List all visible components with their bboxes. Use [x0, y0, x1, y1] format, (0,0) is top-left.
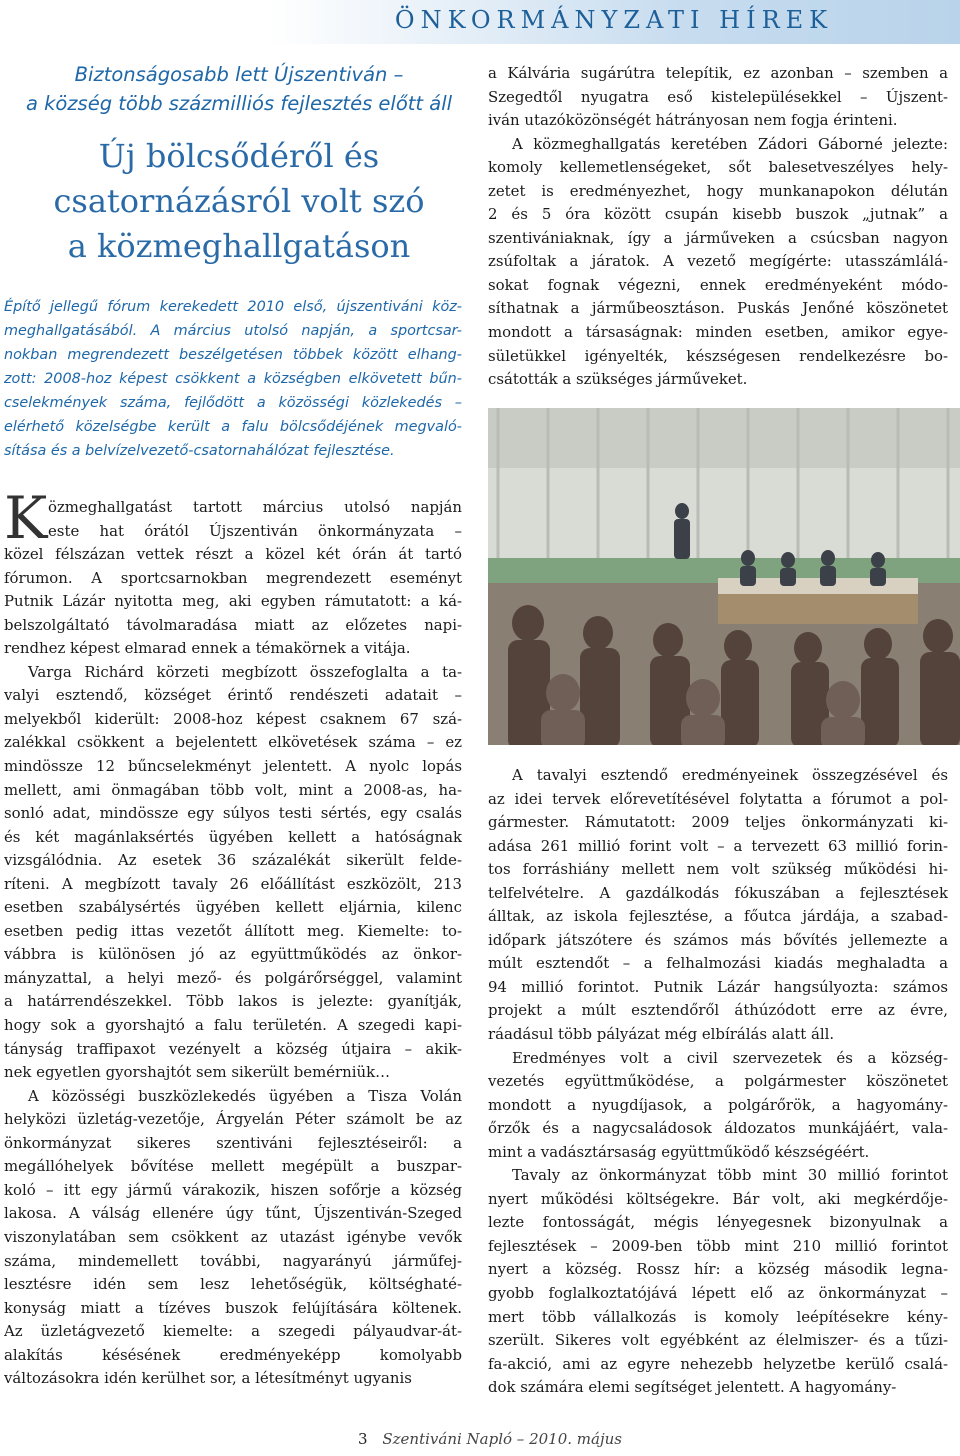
body-line: adása 261 millió forint volt – a tervezett 63 millió forin- — [488, 836, 948, 855]
body-line: lakosa. A válság ellenére úgy tűnt, Újszentiván-Szeged — [4, 1204, 462, 1223]
body-line: zsúfoltak a járatok. A vezető megígérte: utasszámlálá- — [488, 252, 948, 271]
body-line: önkormányzat sikeres szentiváni fejlesztéseiről: a — [4, 1133, 462, 1152]
body-line: fa-akció, ami az egyre nehezebb helyzetbe kerülő csalá- — [488, 1354, 948, 1373]
body-line: zalékkal csökkent a bejelentett elkövetések száma – ez — [4, 733, 462, 752]
body-line: zetet is eredményezhet, hogy munkanapokon délután — [488, 181, 948, 200]
body-line: ráadásul több pályázat még elbírálás alatt áll. — [488, 1025, 835, 1044]
body-line: Varga Richárd körzeti megbízott összefoglalta a ta- — [28, 662, 462, 681]
article-lead — [4, 295, 462, 463]
body-line: lesztésre idén sem lesz lehetőségük, költséghaté- — [4, 1275, 462, 1294]
body-line: 2 és 5 óra között csupán kisebb buszok „jutnak” a — [488, 205, 948, 224]
body-line: dok számára elemi segítséget jelentett. A hagyomány- — [488, 1378, 897, 1397]
body-line: valyi esztendő, községet érintő rendészeti adatait – — [4, 686, 462, 705]
body-column-right-top — [488, 62, 948, 392]
body-line: este hat órától Újszentiván önkormányzata – — [48, 521, 462, 540]
body-line: változásokra idén kerülhet sor, a létesítményt ugyanis — [4, 1369, 412, 1388]
body-line: gármester. Rámutatott: 2009 teljes önkormányzati ki- — [488, 813, 948, 832]
body-line: csátották a szükséges járműveket. — [488, 370, 748, 389]
body-line: mondott a társaságnak: minden esetben, amikor egye- — [488, 323, 948, 342]
body-line: Eredményes volt a civil szervezetek és a község- — [512, 1048, 948, 1067]
meeting-photo-illustration — [488, 408, 960, 745]
body-line: Szegedtől nyugatra eső kistelepülésekkel – Újszent- — [488, 87, 948, 106]
body-line: Tavaly az önkormányzat több mint 30 millió forintot — [512, 1166, 948, 1185]
body-line: őrzők és a nagycsaládosok áldozatos munkájáért, vala- — [488, 1119, 948, 1138]
body-line: Putnik Lázár nyitotta meg, aki egyben rámutatott: a ká- — [4, 592, 462, 611]
body-line: a határrendészekkel. Több lakos is jelezte: gyanítják, — [4, 992, 462, 1011]
body-line: időpark játszótere és számos más bővítés jellemezte a — [488, 930, 948, 949]
body-line: vizsgálódnia. Az esetek 36 százalékát sikerült felde- — [4, 851, 462, 870]
lead-line: zott: 2008-hoz képest csökkent a községben elkövetett bűn- — [4, 371, 462, 387]
body-column-left — [4, 496, 462, 1391]
section-title: ÖNKORMÁNYZATI HÍREK — [394, 6, 834, 34]
body-line: múlt esztendőt – a felhalmozási kiadás meghaladta a — [488, 954, 948, 973]
body-line: viszonylatában sem csökkent az utazást igénybe vevők — [4, 1227, 462, 1246]
body-line: az idei tervek előrevetítésével folytatta a fórumot a pol- — [488, 789, 948, 808]
body-line: Az üzletágvezető kiemelte: a szegedi pályaudvar-át- — [4, 1322, 462, 1341]
body-line: vábbra is különösen jó az együttműködés az önkor- — [4, 945, 462, 964]
body-line: A tavalyi esztendő eredményeinek összegzésével és — [512, 766, 948, 784]
body-line: komoly kellemetlenségeket, sőt balesetveszélyes hely- — [488, 158, 948, 177]
body-line: álltak, az iskola fejlesztése, a főutca járdája, a szabad- — [488, 907, 948, 926]
body-line: száma, mindemellett további, nagyarányú járműfej- — [4, 1251, 462, 1270]
body-line: tos forráshiány mellett nem volt szükség működési hi- — [488, 860, 948, 879]
lead-line: meghallgatásából. A március utolsó napján, a sportcsar- — [4, 323, 462, 339]
article-photo — [488, 408, 960, 745]
lead-line: Építő jellegű fórum kerekedett 2010 első, újszentiváni köz- — [4, 299, 462, 315]
body-line: A közmeghallgatás keretében Zádori Gáborné jelezte: — [512, 134, 948, 153]
page-footer — [340, 1430, 640, 1448]
body-line: melyekből kiderült: 2008-hoz képest csaknem 67 szá- — [4, 709, 462, 728]
body-line: konyság miatt a tízéves buszok felújítására költenek. — [4, 1298, 462, 1317]
body-line: mányzattal, a helyi mező- és polgárőrséggel, valamint — [4, 968, 462, 987]
body-line: sonló adat, mindössze egy súlyos testi sértés, egy csalás — [4, 804, 462, 823]
body-line: sokat fognak végezni, ennek eredményeként módo- — [488, 275, 948, 294]
drop-cap: K — [4, 484, 48, 552]
body-line: projekt a múlt esztendőről áthúzódott erre az évre, — [488, 1001, 948, 1020]
body-line: iván utazóközönségét hátrányosan nem fogja érinteni. — [488, 111, 898, 130]
title-line: a közmeghallgatáson — [67, 227, 411, 265]
body-line: özmeghallgatást tartott március utolsó napján — [48, 498, 462, 516]
body-line: megállóhelyek bővítése mellett megépült a buszpar- — [4, 1157, 462, 1176]
body-line: szentivániaknak, így a járműveken a csúcsban nagyon — [488, 228, 948, 247]
body-line: mondott a nyugdíjasok, a polgárőrök, a hagyomány- — [488, 1095, 948, 1114]
body-line: lezte fontosságát, mégis lényegesnek bizonyulnak a — [488, 1213, 948, 1232]
body-line: ríteni. A megbízott tavaly 26 előállítást eszközölt, 213 — [4, 874, 462, 893]
body-line: helyközi üzletág-vezetője, Árgyelán Péter számolt be az — [4, 1110, 462, 1129]
lead-line: elérhető közelségbe került a falu bölcsődéjének megvaló- — [4, 419, 462, 435]
body-line: nyert működési költségekre. Bár volt, aki megkérdője- — [488, 1189, 948, 1208]
body-line: mint a vadásztársaság együttműködő készségéért. — [488, 1142, 870, 1161]
publication-name: Szentiváni Napló – 2010. május — [382, 1430, 622, 1448]
body-line: koló – itt egy jármű várakozik, hiszen sofőrje a község — [4, 1180, 462, 1199]
body-line: fórumon. A sportcsarnokban megrendezett eseményt — [4, 568, 462, 587]
page-number: 3 — [358, 1430, 368, 1448]
body-line: szerült. Sikeres volt egyébként az élelmiszer- és a tűzi- — [488, 1331, 948, 1350]
lead-line: nokban megrendezett beszélgetésen többek között elhang- — [4, 347, 462, 363]
title-line: csatornázásról volt szó — [53, 182, 425, 220]
lead-line: sítása és a belvízelvezető-csatornahálózat fejlesztése. — [4, 443, 395, 459]
body-line: közel félszázan vettek részt a közel két órán át tartó — [4, 545, 462, 564]
body-line: belszolgáltató távolmaradása miatt az előzetes napi- — [4, 615, 462, 634]
subtitle-line: a község több százmilliós fejlesztés előtt áll — [25, 92, 453, 115]
body-line: nyert a község. Rossz hír: a község második legna- — [488, 1260, 948, 1279]
article-title — [4, 134, 474, 269]
body-line: mert több vállalkozás is komoly leépítésekre kény- — [488, 1307, 948, 1326]
body-column-right-bottom — [488, 764, 948, 1400]
body-line: mindössze 12 bűncselekményt jelentett. A nyolc lopás — [4, 757, 462, 776]
body-line: és két magánlaksértés ügyében kellett a hatóságnak — [4, 827, 462, 846]
body-line: alakítás késésének eredményeképp komolyabb — [4, 1345, 462, 1364]
title-line: Új bölcsődéről és — [98, 137, 380, 175]
article-subtitle — [4, 60, 474, 118]
section-header — [268, 0, 960, 44]
body-line: gyobb foglalkoztatójává lépett elő az önkormányzat – — [488, 1284, 948, 1303]
body-line: A közösségi buszközlekedés ügyében a Tisza Volán — [28, 1086, 462, 1105]
body-line: a Kálvária sugárútra telepítik, ez azonban – szemben a — [488, 64, 948, 82]
body-line: vezetés együttműködése, a polgármester köszönetet — [488, 1072, 948, 1091]
lead-line: cselekmények száma, fejlődött a közösségi közlekedés – — [4, 395, 462, 411]
body-line: esetben pedig ittas vezetőt állított meg. Kiemelte: to- — [4, 921, 462, 940]
body-line: mellett, ami önmagában több volt, mint a 2008-as, ha- — [4, 780, 462, 799]
body-line: telfelvételre. A gazdálkodás fókuszában a fejlesztések — [488, 883, 948, 902]
body-line: síthatnak a járműbeosztáson. Puskás Jenőné köszönetet — [488, 299, 948, 318]
body-line: 94 millió forintot. Putnik Lázár hangsúlyozta: számos — [488, 977, 948, 996]
body-line: fejlesztések – 2009-ben több mint 210 millió forintot — [488, 1236, 948, 1255]
body-line: hogy sok a gyorshajtó a falu területén. A szegedi kapi- — [4, 1016, 462, 1035]
subtitle-line: Biztonságosabb lett Újszentiván – — [74, 63, 404, 86]
body-line: rendhez képest elmarad ennek a témakörnek a vitája. — [4, 639, 411, 658]
body-line: nek egyetlen gyorshajtót sem sikerült bemérniük… — [4, 1063, 391, 1082]
body-line: tányság traffipaxot vezényelt a község útjaira – akik- — [4, 1039, 462, 1058]
body-line: esetben szabálysértés ügyében kellett eljárnia, kilenc — [4, 898, 462, 917]
body-line: sületükkel igényelték, készségesen rendelkezésre bo- — [488, 346, 948, 365]
